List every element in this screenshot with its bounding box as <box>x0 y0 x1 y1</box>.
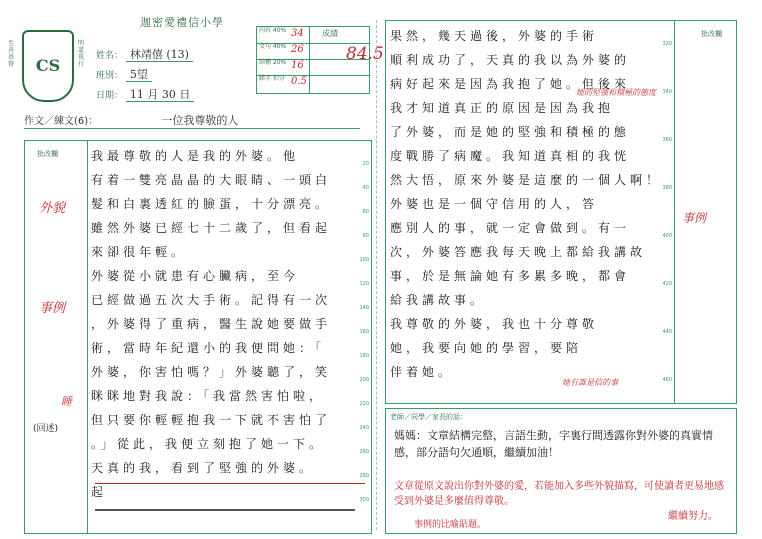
date-label: 日期： <box>96 91 124 101</box>
line-number: 40 <box>362 185 369 191</box>
essay-line: 有着一雙亮晶晶的大眼睛、一頭白 <box>91 173 332 187</box>
essay-line: 果然，幾天過後，外婆的手術 <box>390 29 599 43</box>
inline-correction: 她的堅強和積極的態度 <box>576 88 656 97</box>
essay-line: 事，於是無論她有多累多晚，都會 <box>390 269 631 283</box>
essay-line: 外婆，你害怕嗎？」外婆聽了，笑 <box>91 365 332 379</box>
strike-through <box>95 509 355 511</box>
essay-line: 我尊敬的外婆，我也十分尊敬 <box>390 317 599 331</box>
date-value: 11 月 30 日 <box>126 88 194 102</box>
essay-line: 術，當時年紀還小的我便問她：「 <box>91 341 326 355</box>
line-number: 160 <box>359 329 369 335</box>
assignment-title: 一位我尊敬的人 <box>161 114 239 127</box>
line-number: 20 <box>362 161 369 167</box>
line-number: 100 <box>359 257 369 263</box>
class-label: 班別： <box>96 71 124 81</box>
score-row <box>257 75 369 91</box>
line-number: 220 <box>359 401 369 407</box>
essay-line: 給我講故事。 <box>390 293 487 307</box>
logo-motto-right: 明道篤行 <box>78 40 85 68</box>
essay-line: 眯眯地對我說：「我當然害怕啦， <box>91 389 326 403</box>
teacher-tail-comment: 事例的比喻貼題。 <box>414 520 487 530</box>
line-number: 60 <box>362 209 369 215</box>
left-writing-area <box>24 140 372 534</box>
essay-line: 我最尊敬的人是我的外婆。他 <box>91 149 300 163</box>
left-line-numbers <box>353 161 369 521</box>
essay-line: 髮和白裏透紅的臉蛋，十分漂亮。 <box>91 197 332 211</box>
essay-line: 順利成功了，天真的我以為外婆的 <box>390 53 631 67</box>
essay-line: 但只要你輕輕抱我一下就不害怕了 <box>91 413 332 427</box>
line-number: 420 <box>662 281 672 287</box>
score-value: 34 <box>291 28 304 39</box>
left-margin-rule <box>87 141 88 533</box>
essay-line: 外婆從小就患有心臟病，至今 <box>91 269 300 283</box>
essay-line: 外婆也是一個守信用的人，答 <box>390 197 599 211</box>
assignment-type: 作文／練文(6)： <box>24 116 99 127</box>
score-value: 16 <box>291 60 304 71</box>
line-number: 300 <box>359 497 369 503</box>
essay-line: 已經做過五次大手術。記得有一次 <box>91 293 332 307</box>
title-underline <box>24 128 360 129</box>
line-number: 80 <box>362 233 369 239</box>
right-margin-rule <box>674 21 675 403</box>
teacher-comment: 文章從原文說出你對外婆的愛，若能加入多些外貌描寫，可使讀者更易地感受到外婆是多麼值得尊敬。 <box>394 481 724 507</box>
essay-line: ，外婆得了重病，醫生說她要做手 <box>91 317 332 331</box>
line-number: 180 <box>359 353 369 359</box>
essay-line: 來卻很年輕。 <box>91 245 188 259</box>
comments-heading: 老師／同學／家長的話： <box>390 413 467 421</box>
assignment-title-row <box>24 112 238 128</box>
essay-line: 她，我要向她的學習，要陪 <box>390 341 583 355</box>
logo-motto-left: 至善基督 <box>8 40 15 68</box>
essay-line: 天真的我，看到了堅強的外婆。 <box>91 461 316 475</box>
essay-line: 次，外婆答應我每天晚上都給我講故 <box>390 245 647 259</box>
score-value: 0.5 <box>291 76 307 87</box>
school-name: 迦密愛禮信小學 <box>140 16 224 29</box>
score-divider <box>309 27 310 93</box>
essay-line: 伴着她。 <box>390 365 455 379</box>
logo-letters: CS <box>35 56 61 75</box>
right-margin-heading: 批改欄 <box>701 30 722 38</box>
line-number: 120 <box>359 281 369 287</box>
essay-line: 起 <box>91 485 108 499</box>
left-text-lines <box>91 147 367 507</box>
essay-line: 然大悟，原來外婆是這麼的一個人啊！ <box>390 173 663 187</box>
margin-note: 事例 <box>39 301 66 316</box>
name-label: 姓名： <box>96 51 124 61</box>
line-number: 280 <box>359 473 369 479</box>
line-number: 360 <box>662 137 672 143</box>
score-label: 錯字 扣分 <box>259 75 285 82</box>
margin-note: (回述) <box>33 424 59 434</box>
name-line <box>96 46 193 62</box>
class-line <box>96 66 152 82</box>
score-value: 26 <box>291 44 304 55</box>
line-number: 320 <box>662 41 672 47</box>
line-number: 340 <box>662 89 672 95</box>
line-number: 440 <box>662 329 672 335</box>
margin-note: 外貌 <box>39 201 66 216</box>
name-value: 林靖僖 (13) <box>126 48 193 62</box>
inline-correction: 她有誰是信的事 <box>562 378 618 387</box>
line-number: 200 <box>359 377 369 383</box>
line-number: 260 <box>359 449 369 455</box>
teacher-sign: 繼續努力。 <box>668 511 718 522</box>
class-value: 5望 <box>126 68 152 82</box>
line-number: 240 <box>359 425 369 431</box>
essay-line: 雖然外婆已經七十二歲了，但看起 <box>91 221 332 235</box>
parent-comment: 媽媽：文章結構完整，言語生動，字裏行間透露你對外婆的真實情感，部分語句欠通順，繼續加油！ <box>394 429 713 459</box>
line-number: 380 <box>662 185 672 191</box>
line-number: 400 <box>662 233 672 239</box>
essay-line: 我才知道真正的原因是因為我抱 <box>390 101 615 115</box>
red-underline <box>95 483 365 484</box>
line-number: 140 <box>359 305 369 311</box>
score-label: 結構 20% <box>259 59 287 66</box>
score-heading: 成績 <box>322 29 338 38</box>
score-label: 內容 40% <box>259 27 287 34</box>
score-total: 84.5 <box>346 44 384 64</box>
comments-box <box>385 408 737 534</box>
essay-line: 。」從此，我便立刻抱了她一下。 <box>91 437 326 451</box>
date-line <box>96 86 194 102</box>
margin-note: 事例 <box>682 211 707 225</box>
line-number: 460 <box>662 377 672 383</box>
essay-line: 病好起來是因為我抱了她。但後來 <box>390 77 631 91</box>
school-logo <box>8 30 85 102</box>
left-margin-heading: 批改欄 <box>37 150 58 158</box>
score-label: 文句 40% <box>259 43 287 50</box>
right-writing-area <box>385 20 737 404</box>
essay-line: 了外婆，而是她的堅強和積極的態 <box>390 125 631 139</box>
page-fold <box>376 20 377 530</box>
right-text-lines <box>390 27 668 387</box>
margin-note: 睡 <box>61 395 72 408</box>
right-line-numbers <box>656 41 672 425</box>
score-row <box>257 27 369 44</box>
essay-line: 應別人的事，就一定會做到。有一 <box>390 221 631 235</box>
essay-line: 度戰勝了病魔。我知道真相的我恍 <box>390 149 631 163</box>
